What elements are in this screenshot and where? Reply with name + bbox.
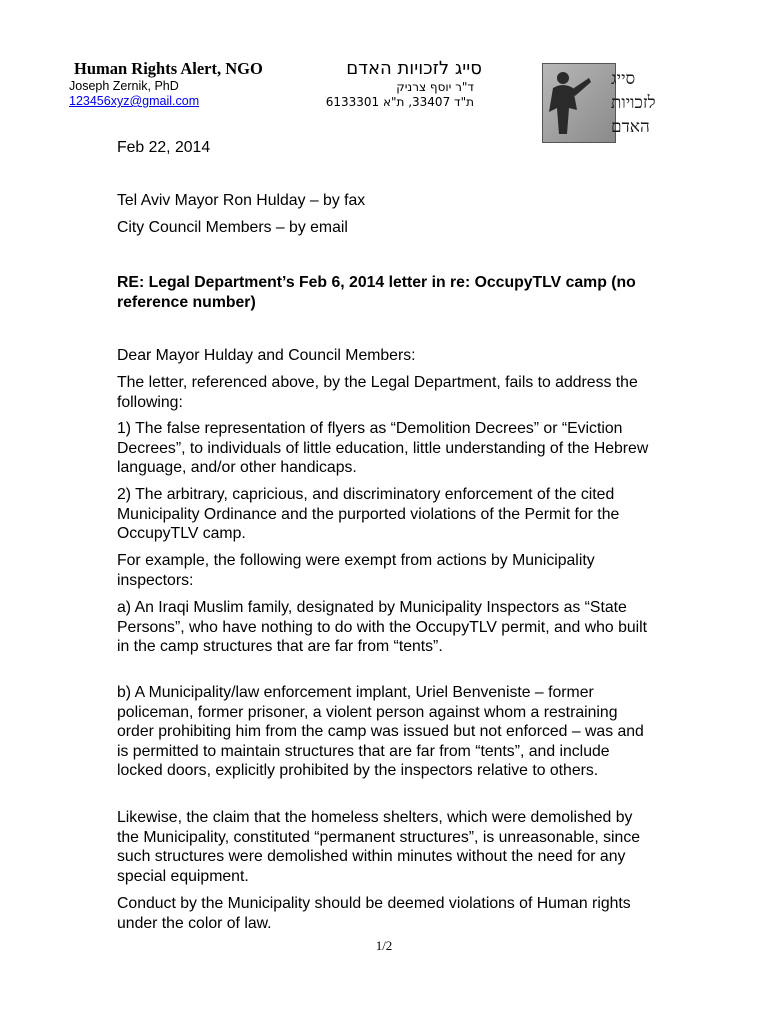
recipient-mayor: Tel Aviv Mayor Ron Hulday – by fax — [117, 192, 366, 209]
person-name-hebrew: ד"ר יוסף צרניק — [396, 80, 474, 94]
letter-subject: RE: Legal Department’s Feb 6, 2014 letter in re: OccupyTLV camp (no reference number) — [117, 274, 636, 311]
recipient-council: City Council Members – by email — [117, 219, 348, 236]
paragraph-likewise: Likewise, the claim that the homeless shelters, which were demolished by the Municipality, constituted “permanent structures”, is unreasonable, since such structures were demolished within minutes without the need for any special equipment. — [117, 809, 641, 885]
paragraph-conduct: Conduct by the Municipality should be deemed violations of Human rights under the color of law. — [117, 895, 631, 932]
org-name-hebrew: סייג לזכויות האדם — [346, 58, 482, 79]
logo-text-line-2: לזכויות — [611, 93, 656, 113]
letter-date: Feb 22, 2014 — [117, 139, 211, 156]
address-hebrew: ת"ד 33407, ת"א 6133301 — [325, 95, 474, 109]
logo-text-line-3: האדם — [611, 117, 650, 137]
paragraph-example-b: b) A Municipality/law enforcement implant, Uriel Benveniste – former policeman, former prisoner, a violent person against whom a restraining order prohibiting him from the camp was issued but not enforced – was and is permitted to maintain structures that are far from “tents”, and include locked doors, explicitly prohibited by the inspectors relative to others. — [117, 684, 644, 780]
paragraph-point-1: 1) The false representation of flyers as “Demolition Decrees” or “Eviction Decrees”, to individuals of little education, little understanding of the Hebrew language, and/or other handicaps. — [117, 420, 649, 477]
paragraph-intro: The letter, referenced above, by the Legal Department, fails to address the following: — [117, 374, 638, 411]
org-logo — [542, 63, 656, 143]
email-link[interactable]: 123456xyz@gmail.com — [69, 94, 200, 108]
paragraph-example-a: a) An Iraqi Muslim family, designated by Municipality Inspectors as “State Persons”, who have nothing to do with the OccupyTLV permit, and who built in the camp structures that are far from “tents”. — [117, 599, 648, 656]
paragraph-example-intro: For example, the following were exempt from actions by Municipality inspectors: — [117, 552, 595, 589]
page-number: 1/2 — [375, 938, 393, 953]
paragraph-point-2: 2) The arbitrary, capricious, and discriminatory enforcement of the cited Municipality Ordinance and the purported violations of the Permit for the OccupyTLV camp. — [117, 486, 620, 543]
letter-salutation: Dear Mayor Hulday and Council Members: — [117, 347, 416, 364]
logo-text-line-1: סייג — [611, 69, 636, 89]
org-name-english: Human Rights Alert, NGO — [74, 59, 263, 78]
person-name-english: Joseph Zernik, PhD — [69, 79, 179, 93]
